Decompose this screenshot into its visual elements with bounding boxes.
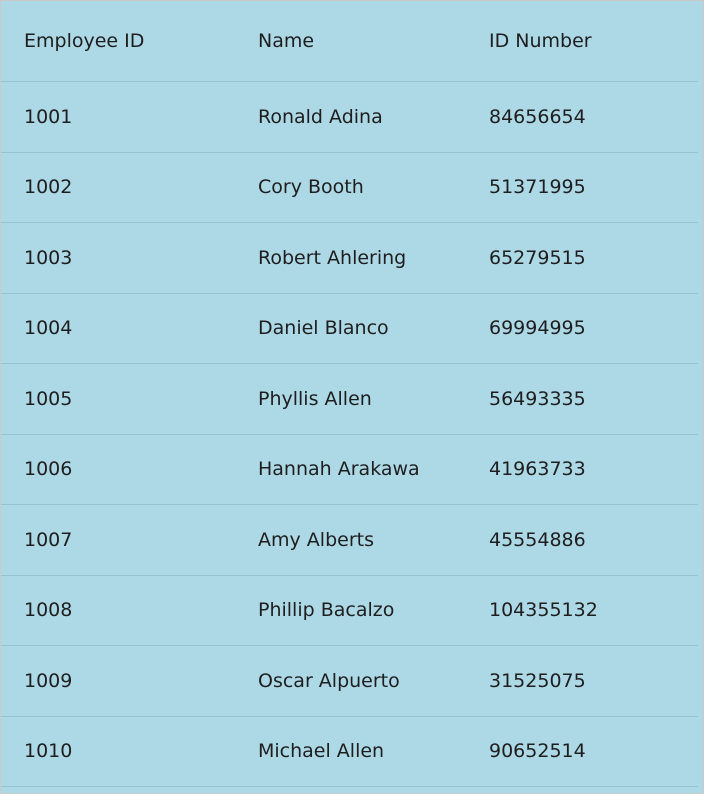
vertical-scrollbar-track[interactable] — [698, 1, 703, 793]
table-row[interactable] — [1, 576, 698, 647]
cell-name: Cory Booth — [258, 176, 364, 199]
table-row[interactable] — [1, 153, 698, 224]
cell-name: Robert Ahlering — [258, 246, 407, 269]
cell-id-number: 65279515 — [489, 246, 586, 269]
table-row[interactable] — [1, 717, 698, 788]
cell-name: Daniel Blanco — [258, 317, 389, 340]
cell-name: Michael Allen — [258, 740, 385, 763]
grid-header-row — [1, 1, 698, 82]
table-row[interactable] — [1, 364, 698, 435]
cell-id-number: 56493335 — [489, 387, 586, 410]
cell-id-number: 104355132 — [489, 599, 598, 622]
column-header-name[interactable]: Name — [258, 30, 315, 52]
cell-id-number: 41963733 — [489, 458, 586, 481]
cell-employee-id: 1004 — [24, 317, 73, 340]
cell-employee-id: 1009 — [24, 669, 73, 692]
cell-employee-id: 1006 — [24, 458, 73, 481]
cell-employee-id: 1001 — [24, 105, 73, 128]
table-row[interactable] — [1, 435, 698, 506]
column-header-employee-id[interactable]: Employee ID — [24, 30, 145, 52]
table-row[interactable] — [1, 223, 698, 294]
table-row[interactable] — [1, 646, 698, 717]
cell-name: Phyllis Allen — [258, 387, 372, 410]
cell-employee-id: 1002 — [24, 176, 73, 199]
cell-name: Ronald Adina — [258, 105, 383, 128]
table-row[interactable] — [1, 505, 698, 576]
table-row[interactable] — [1, 294, 698, 365]
cell-name: Oscar Alpuerto — [258, 669, 400, 692]
cell-name: Hannah Arakawa — [258, 458, 420, 481]
cell-employee-id: 1010 — [24, 740, 73, 763]
cell-name: Phillip Bacalzo — [258, 599, 395, 622]
column-header-id-number[interactable]: ID Number — [489, 30, 592, 52]
cell-employee-id: 1008 — [24, 599, 73, 622]
cell-employee-id: 1005 — [24, 387, 73, 410]
cell-id-number: 51371995 — [489, 176, 586, 199]
cell-employee-id: 1007 — [24, 528, 73, 551]
cell-name: Amy Alberts — [258, 528, 374, 551]
cell-id-number: 90652514 — [489, 740, 586, 763]
cell-id-number: 45554886 — [489, 528, 586, 551]
cell-id-number: 69994995 — [489, 317, 586, 340]
cell-employee-id: 1003 — [24, 246, 73, 269]
table-row[interactable] — [1, 82, 698, 153]
cell-id-number: 31525075 — [489, 669, 586, 692]
cell-id-number: 84656654 — [489, 105, 586, 128]
